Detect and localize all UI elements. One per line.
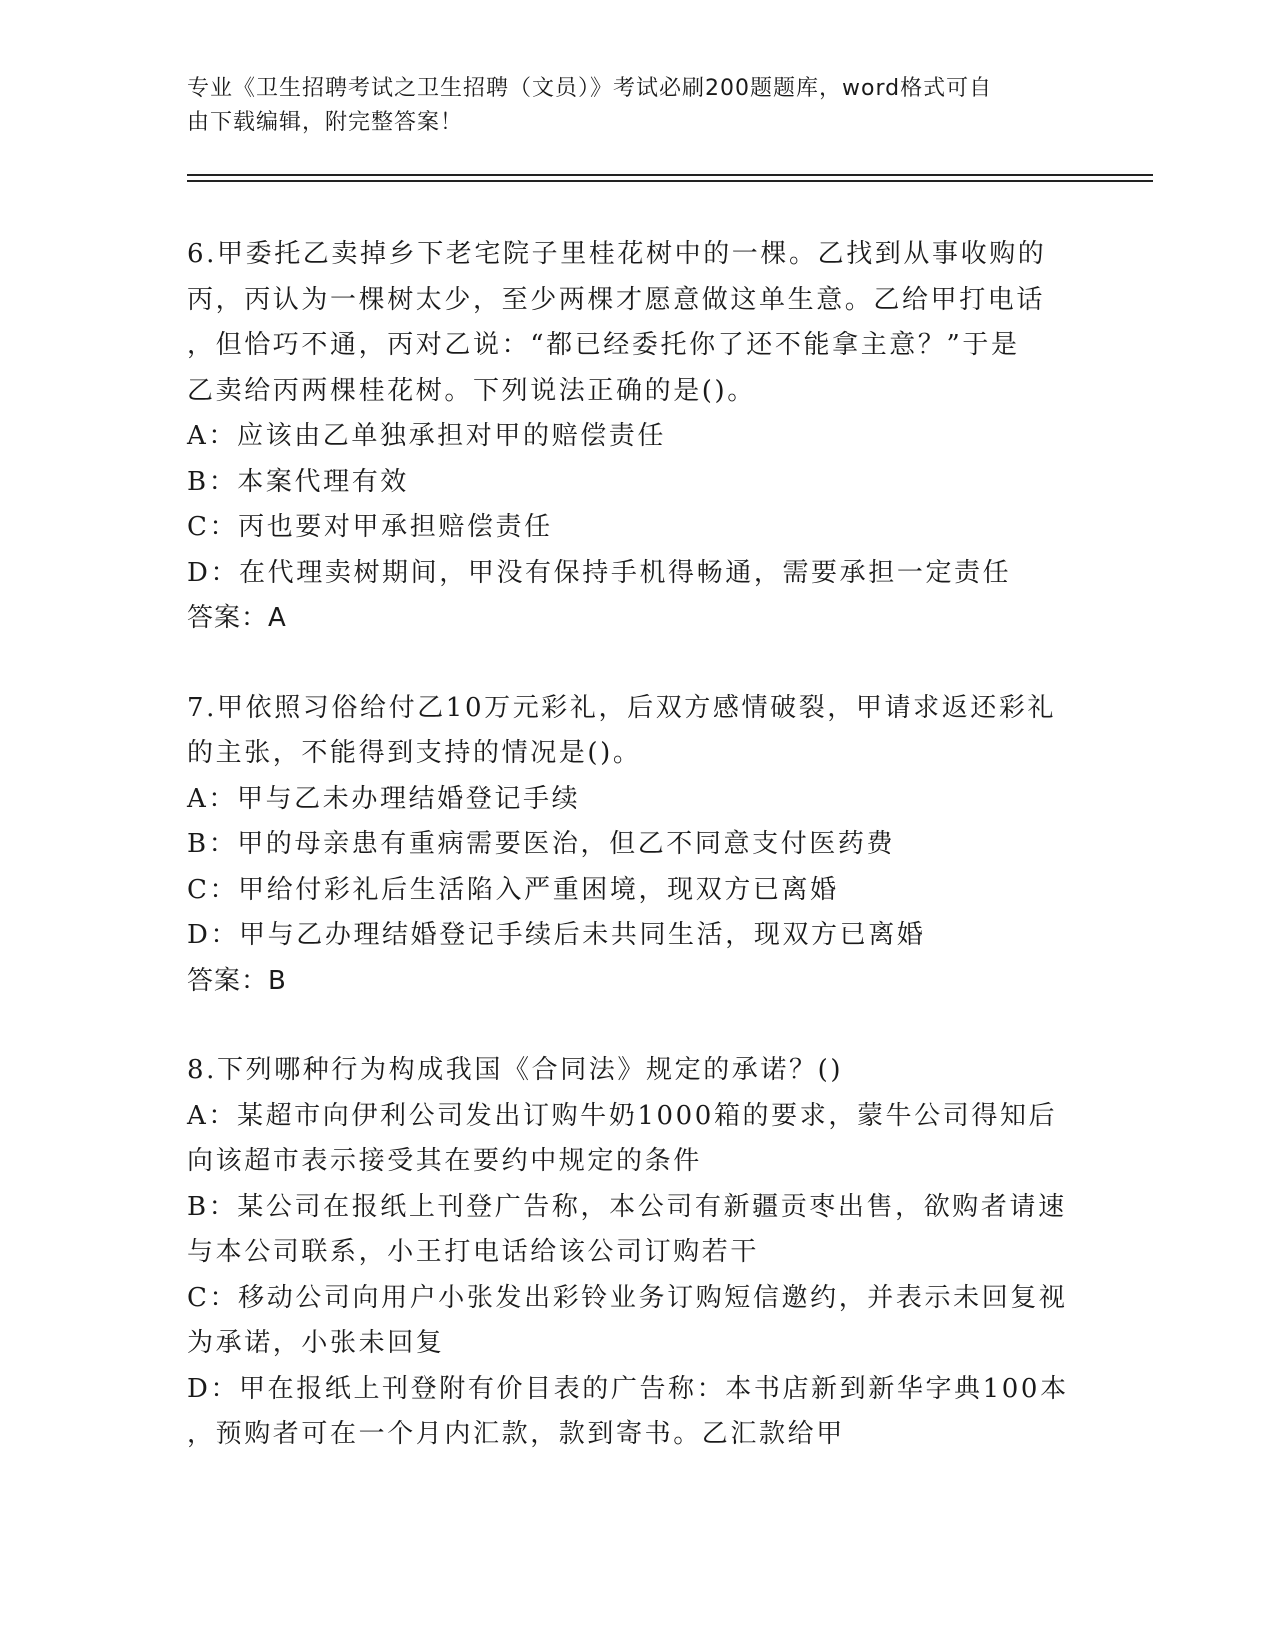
option-c: C：移动公司向用户小张发出彩铃业务订购短信邀约，并表示未回复视 — [187, 1282, 1068, 1313]
option-b: B：某公司在报纸上刊登广告称，本公司有新疆贡枣出售，欲购者请速 — [187, 1191, 1067, 1222]
header-line: 由下载编辑，附完整答案！ — [187, 110, 464, 135]
option-b: B：本案代理有效 — [187, 466, 409, 497]
option-d: D：甲与乙办理结婚登记手续后未共同生活，现双方已离婚 — [187, 920, 926, 950]
option-a-continued: 向该超市表示接受其在要约中规定的条件 — [187, 1146, 702, 1176]
question-stem-line: 丙，丙认为一棵树太少，至少两棵才愿意做这单生意。乙给甲打电话 — [187, 284, 1046, 315]
option-b-continued: 与本公司联系，小王打电话给该公司订购若干 — [187, 1237, 760, 1267]
question-stem-line: 6.甲委托乙卖掉乡下老宅院子里桂花树中的一棵。乙找到从事收购的 — [187, 239, 1047, 269]
option-a: A：应该由乙单独承担对甲的赔偿责任 — [187, 421, 666, 451]
header-divider-top — [187, 174, 1153, 176]
question-stem-line: 8.下列哪种行为构成我国《合同法》规定的承诺？() — [187, 1055, 844, 1085]
question-7 — [187, 686, 1067, 1005]
option-a: A：某超市向伊利公司发出订购牛奶1000箱的要求，蒙牛公司得知后 — [187, 1100, 1058, 1131]
question-stem-line: 乙卖给丙两棵桂花树。下列说法正确的是()。 — [187, 375, 756, 406]
option-d: D：在代理卖树期间，甲没有保持手机得畅通，需要承担一定责任 — [187, 557, 1012, 588]
question-stem-line: ，但恰巧不通，丙对乙说：“都已经委托你了还不能拿主意？”于是 — [187, 330, 1020, 360]
option-a: A：甲与乙未办理结婚登记手续 — [187, 783, 581, 814]
option-c: C：甲给付彩礼后生活陷入严重困境，现双方已离婚 — [187, 874, 839, 905]
question-list — [187, 232, 1067, 1502]
document-header — [187, 72, 1067, 140]
question-8 — [187, 1048, 1067, 1458]
option-d-continued: ，预购者可在一个月内汇款，款到寄书。乙汇款给甲 — [187, 1419, 845, 1449]
header-line: 专业《卫生招聘考试之卫生招聘（文员）》考试必刷200题题库，word格式可自 — [187, 76, 993, 101]
option-d: D：甲在报纸上刊登附有价目表的广告称：本书店新到新华字典100本 — [187, 1373, 1069, 1404]
option-c-continued: 为承诺，小张未回复 — [187, 1328, 445, 1358]
question-6 — [187, 232, 1067, 642]
question-stem-line: 7.甲依照习俗给付乙10万元彩礼，后双方感情破裂，甲请求返还彩礼 — [187, 692, 1057, 723]
option-b: B：甲的母亲患有重病需要医治，但乙不同意支付医药费 — [187, 829, 896, 859]
header-divider-bottom — [187, 180, 1153, 182]
answer-label: 答案：B — [187, 965, 287, 996]
question-stem-line: 的主张，不能得到支持的情况是()。 — [187, 738, 642, 768]
answer-label: 答案：A — [187, 603, 287, 633]
option-c: C：丙也要对甲承担赔偿责任 — [187, 512, 553, 542]
